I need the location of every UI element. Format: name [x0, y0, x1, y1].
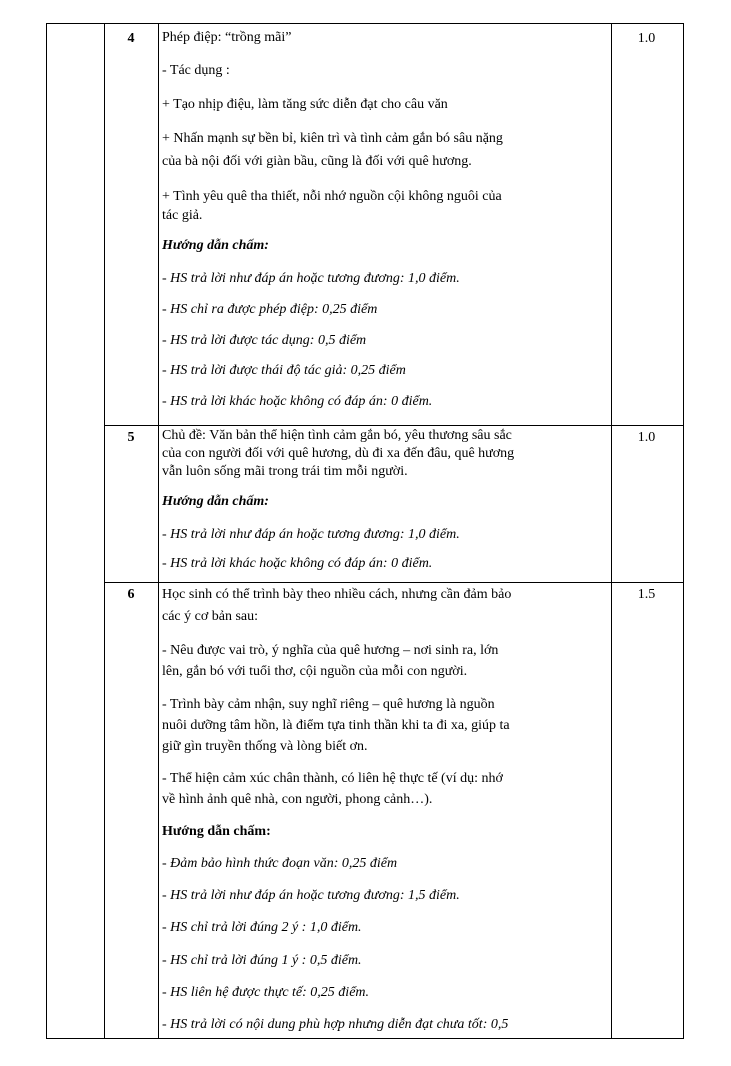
answer-line: của bà nội đối với giàn bầu, cũng là đối với quê hương.: [162, 154, 472, 169]
grading-heading: Hướng dẫn chấm:: [162, 238, 269, 253]
grading-line: - HS liên hệ được thực tế: 0,25 điểm.: [162, 985, 370, 1000]
answer-line: - Thể hiện cảm xúc chân thành, có liên hệ thực tế (ví dụ: nhớ: [162, 771, 503, 786]
grading-heading: Hướng dẫn chấm:: [162, 824, 271, 839]
answer-line: + Nhấn mạnh sự bền bỉ, kiên trì và tình cảm gắn bó sâu nặng: [162, 131, 503, 146]
answer-line: vẫn luôn sống mãi trong trái tim mỗi người.: [162, 464, 408, 479]
grading-line: - HS trả lời được thái độ tác giả: 0,25 điểm: [162, 363, 406, 378]
question-number: 4: [127, 31, 135, 46]
answer-line: - Tác dụng :: [162, 63, 230, 78]
score-value: 1.0: [637, 31, 656, 46]
grading-line: - HS trả lời được tác dụng: 0,5 điểm: [162, 333, 367, 348]
grading-line: - HS chỉ ra được phép điệp: 0,25 điểm: [162, 302, 378, 317]
answer-line: của con người đối với quê hương, dù đi xa đến đâu, quê hương: [162, 446, 515, 461]
grading-line: - HS trả lời như đáp án hoặc tương đương: 1,0 điểm.: [162, 271, 460, 286]
grading-line: - Đảm bảo hình thức đoạn văn: 0,25 điểm: [162, 856, 398, 871]
answer-line: - Trình bày cảm nhận, suy nghĩ riêng – quê hương là nguồn: [162, 697, 495, 712]
answer-line: Học sinh có thể trình bày theo nhiều cách, nhưng cần đảm bảo: [162, 587, 512, 602]
grading-line: - HS trả lời khác hoặc không có đáp án: 0 điểm.: [162, 556, 433, 571]
grading-line: - HS trả lời như đáp án hoặc tương đương: 1,0 điểm.: [162, 527, 460, 542]
row-divider: [104, 582, 683, 583]
grading-heading: Hướng dẫn chấm:: [162, 494, 269, 509]
answer-line: về hình ảnh quê nhà, con người, phong cảnh…).: [162, 792, 433, 807]
row-divider: [104, 425, 683, 426]
question-number: 5: [127, 430, 135, 445]
grading-line: - HS trả lời khác hoặc không có đáp án: 0 điểm.: [162, 394, 433, 409]
grading-line: - HS chỉ trả lời đúng 2 ý : 1,0 điểm.: [162, 920, 362, 935]
grading-line: - HS trả lời có nội dung phù hợp nhưng diễn đạt chưa tốt: 0,5: [162, 1017, 509, 1032]
answer-line: Chủ đề: Văn bản thể hiện tình cảm gắn bó, yêu thương sâu sắc: [162, 428, 512, 443]
answer-line: giữ gìn truyền thống và lòng biết ơn.: [162, 739, 368, 754]
answer-line: nuôi dưỡng tâm hồn, là điểm tựa tinh thần khi ta đi xa, giúp ta: [162, 718, 510, 733]
answer-line: lên, gắn bó với tuổi thơ, cội nguồn của mỗi con người.: [162, 664, 468, 679]
column-divider: [158, 24, 159, 1038]
answer-line: + Tạo nhịp điệu, làm tăng sức diễn đạt cho câu văn: [162, 97, 448, 112]
score-value: 1.0: [637, 430, 656, 445]
score-value: 1.5: [637, 587, 656, 602]
grading-line: - HS trả lời như đáp án hoặc tương đương: 1,5 điểm.: [162, 888, 460, 903]
question-number: 6: [127, 587, 135, 602]
column-divider: [104, 24, 105, 1038]
answer-line: Phép điệp: “trồng mãi”: [162, 30, 292, 45]
answer-line: các ý cơ bản sau:: [162, 609, 259, 624]
answer-line: - Nêu được vai trò, ý nghĩa của quê hương – nơi sinh ra, lớn: [162, 643, 499, 658]
answer-line: + Tình yêu quê tha thiết, nỗi nhớ nguồn cội không nguôi của: [162, 189, 502, 204]
grading-line: - HS chỉ trả lời đúng 1 ý : 0,5 điểm.: [162, 953, 362, 968]
answer-line: tác giả.: [162, 208, 203, 223]
